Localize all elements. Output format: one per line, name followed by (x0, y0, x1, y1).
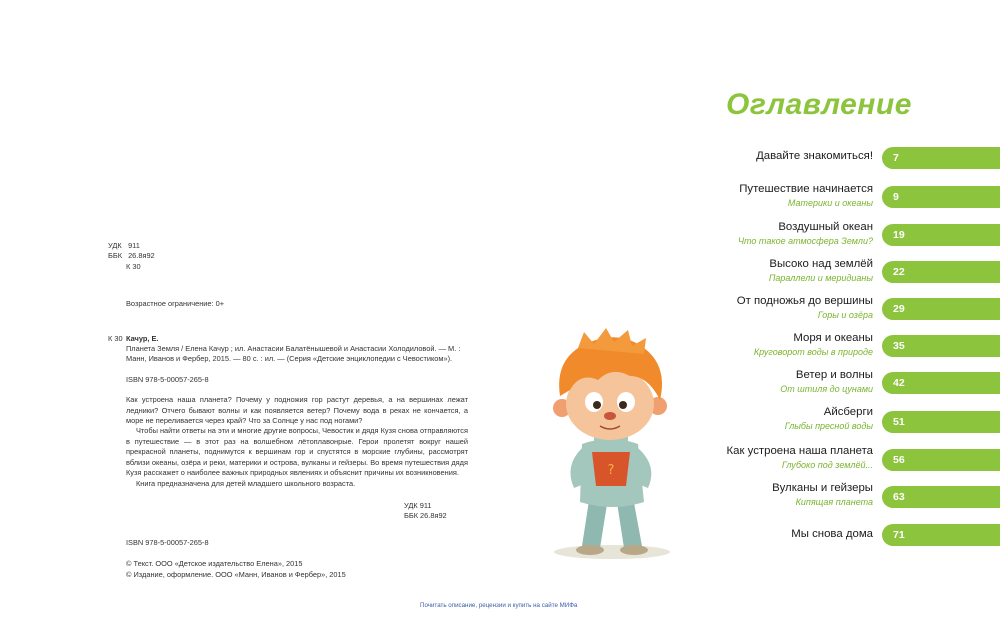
annotation (126, 395, 468, 489)
toc-item-title: Высоко над землёй (769, 258, 873, 270)
page-number-tab: 71 (882, 524, 1000, 546)
chevostik-illustration (520, 326, 700, 562)
toc-item-subtitle: Круговорот воды в природе (753, 347, 873, 357)
copyright (126, 559, 468, 580)
page-number-tab: 22 (882, 261, 1000, 283)
toc-item-title: Давайте знакомиться! (756, 150, 873, 162)
bbk-value: 26.8я92 (128, 251, 155, 261)
annotation-paragraph-2: Чтобы найти ответы на эти и многие другие вопросы, Чевостик и дядя Кузя снова отправляются в путешествие — в этот раз на волшебном лётоплавонрые. Герои пролетят вокруг нашей прекрасной планеты, поднимутся к вершинам гор и спустятся в морские глубины, рассмотрят вблизи океаны, озёра и реки, материки и острова, вулканы и гейзеры. Во время путешествия дядя Кузя расскажет о наиболее важных природных явлениях и объяснит причины их возникновения. (126, 426, 468, 478)
toc-item-title: Ветер и волны (795, 369, 873, 381)
page-number-tab: 42 (882, 372, 1000, 394)
page-number-tab: 7 (882, 147, 1000, 169)
toc-item[interactable] (690, 183, 1000, 223)
annotation-paragraph-3: Книга предназначена для детей младшего школьного возраста. (136, 478, 356, 488)
toc-item-subtitle: Глыбы пресной воды (784, 421, 873, 431)
author-code: К 30 (126, 261, 141, 271)
svg-text:?: ? (607, 463, 615, 478)
catalog-entry (108, 334, 468, 489)
page-number-tab: 56 (882, 449, 1000, 471)
isbn-bottom: ISBN 978-5-00057-265-8 (126, 537, 209, 547)
toc-item-subtitle: Параллели и меридианы (768, 273, 873, 283)
toc-item[interactable] (690, 406, 1000, 446)
page-number-tab: 35 (882, 335, 1000, 357)
udk-label: УДК (108, 241, 122, 250)
toc-item[interactable] (690, 445, 1000, 485)
footer-link[interactable]: Почитать описание, рецензии и купить на сайте МИФа (420, 602, 578, 609)
toc-item[interactable] (690, 528, 1000, 568)
page-number-tab: 29 (882, 298, 1000, 320)
toc-item-title: Воздушный океан (778, 221, 873, 233)
toc-title: Оглавление (726, 88, 912, 121)
author: Качур, Е. (126, 333, 159, 343)
toc-item-subtitle: Материки и океаны (787, 198, 873, 208)
classification-codes (108, 241, 468, 272)
toc-item-subtitle: От штиля до цунами (780, 384, 873, 394)
toc-item[interactable] (690, 221, 1000, 261)
udk-right: УДК 911 (404, 500, 432, 510)
toc-item-title: Вулканы и гейзеры (772, 482, 873, 494)
page-number-tab: 9 (882, 186, 1000, 208)
page-number-tab: 51 (882, 411, 1000, 433)
copyright-edition: © Издание, оформление. ООО «Манн, Иванов и Фербер», 2015 (126, 569, 346, 579)
toc-item-subtitle: Глубоко под землёй... (781, 460, 873, 470)
toc-item-title: Путешествие начинается (739, 183, 873, 195)
entry-code: К 30 (108, 333, 123, 343)
page-number-tab: 19 (882, 224, 1000, 246)
toc-item-subtitle: Что такое атмосфера Земли? (737, 236, 873, 246)
annotation-paragraph-1: Как устроена наша планета? Почему у подножия гор растут деревья, а на вершинах лежат ледники? Отчего бывают волны и как появляется ветер? Почему вода в реках не кончается, а море не переливается через край? Что за Солнце у нас под ногами? (126, 395, 468, 426)
toc-item-title: От подножья до вершины (736, 295, 873, 307)
bibliographic-description: Планета Земля / Елена Качур ; ил. Анастасии Балатёнышевой и Анастасии Холодиловой. — М. : Манн, Иванов и Фербер, 2015. — 80 с. : ил. — (Серия «Детские энциклопедии с Чевостиком»). (126, 344, 461, 364)
toc-item[interactable] (690, 369, 1000, 409)
toc-item[interactable] (690, 258, 1000, 298)
toc-item[interactable] (690, 482, 1000, 522)
toc-item-title: Айсберги (823, 406, 873, 418)
udk-value: 911 (128, 241, 140, 250)
toc-item-subtitle: Кипящая планета (795, 497, 873, 507)
toc-item[interactable] (690, 332, 1000, 372)
bbk-label: ББК (108, 251, 123, 261)
age-limit: Возрастное ограничение: 0+ (126, 299, 225, 309)
toc-item-title: Как устроена наша планета (726, 445, 873, 457)
page-number-tab: 63 (882, 486, 1000, 508)
toc-item-title: Мы снова дома (791, 528, 873, 540)
isbn: ISBN 978-5-00057-265-8 (126, 374, 209, 384)
copyright-text: © Текст. ООО «Детское издательство Елена», 2015 (126, 559, 303, 569)
imprint-block (108, 241, 468, 580)
classification-codes-right (404, 501, 468, 522)
toc-item-subtitle: Горы и озёра (817, 310, 873, 320)
toc-item[interactable] (690, 295, 1000, 335)
bbk-right: ББК 26.8я92 (404, 511, 447, 521)
toc-item-title: Моря и океаны (793, 332, 873, 344)
